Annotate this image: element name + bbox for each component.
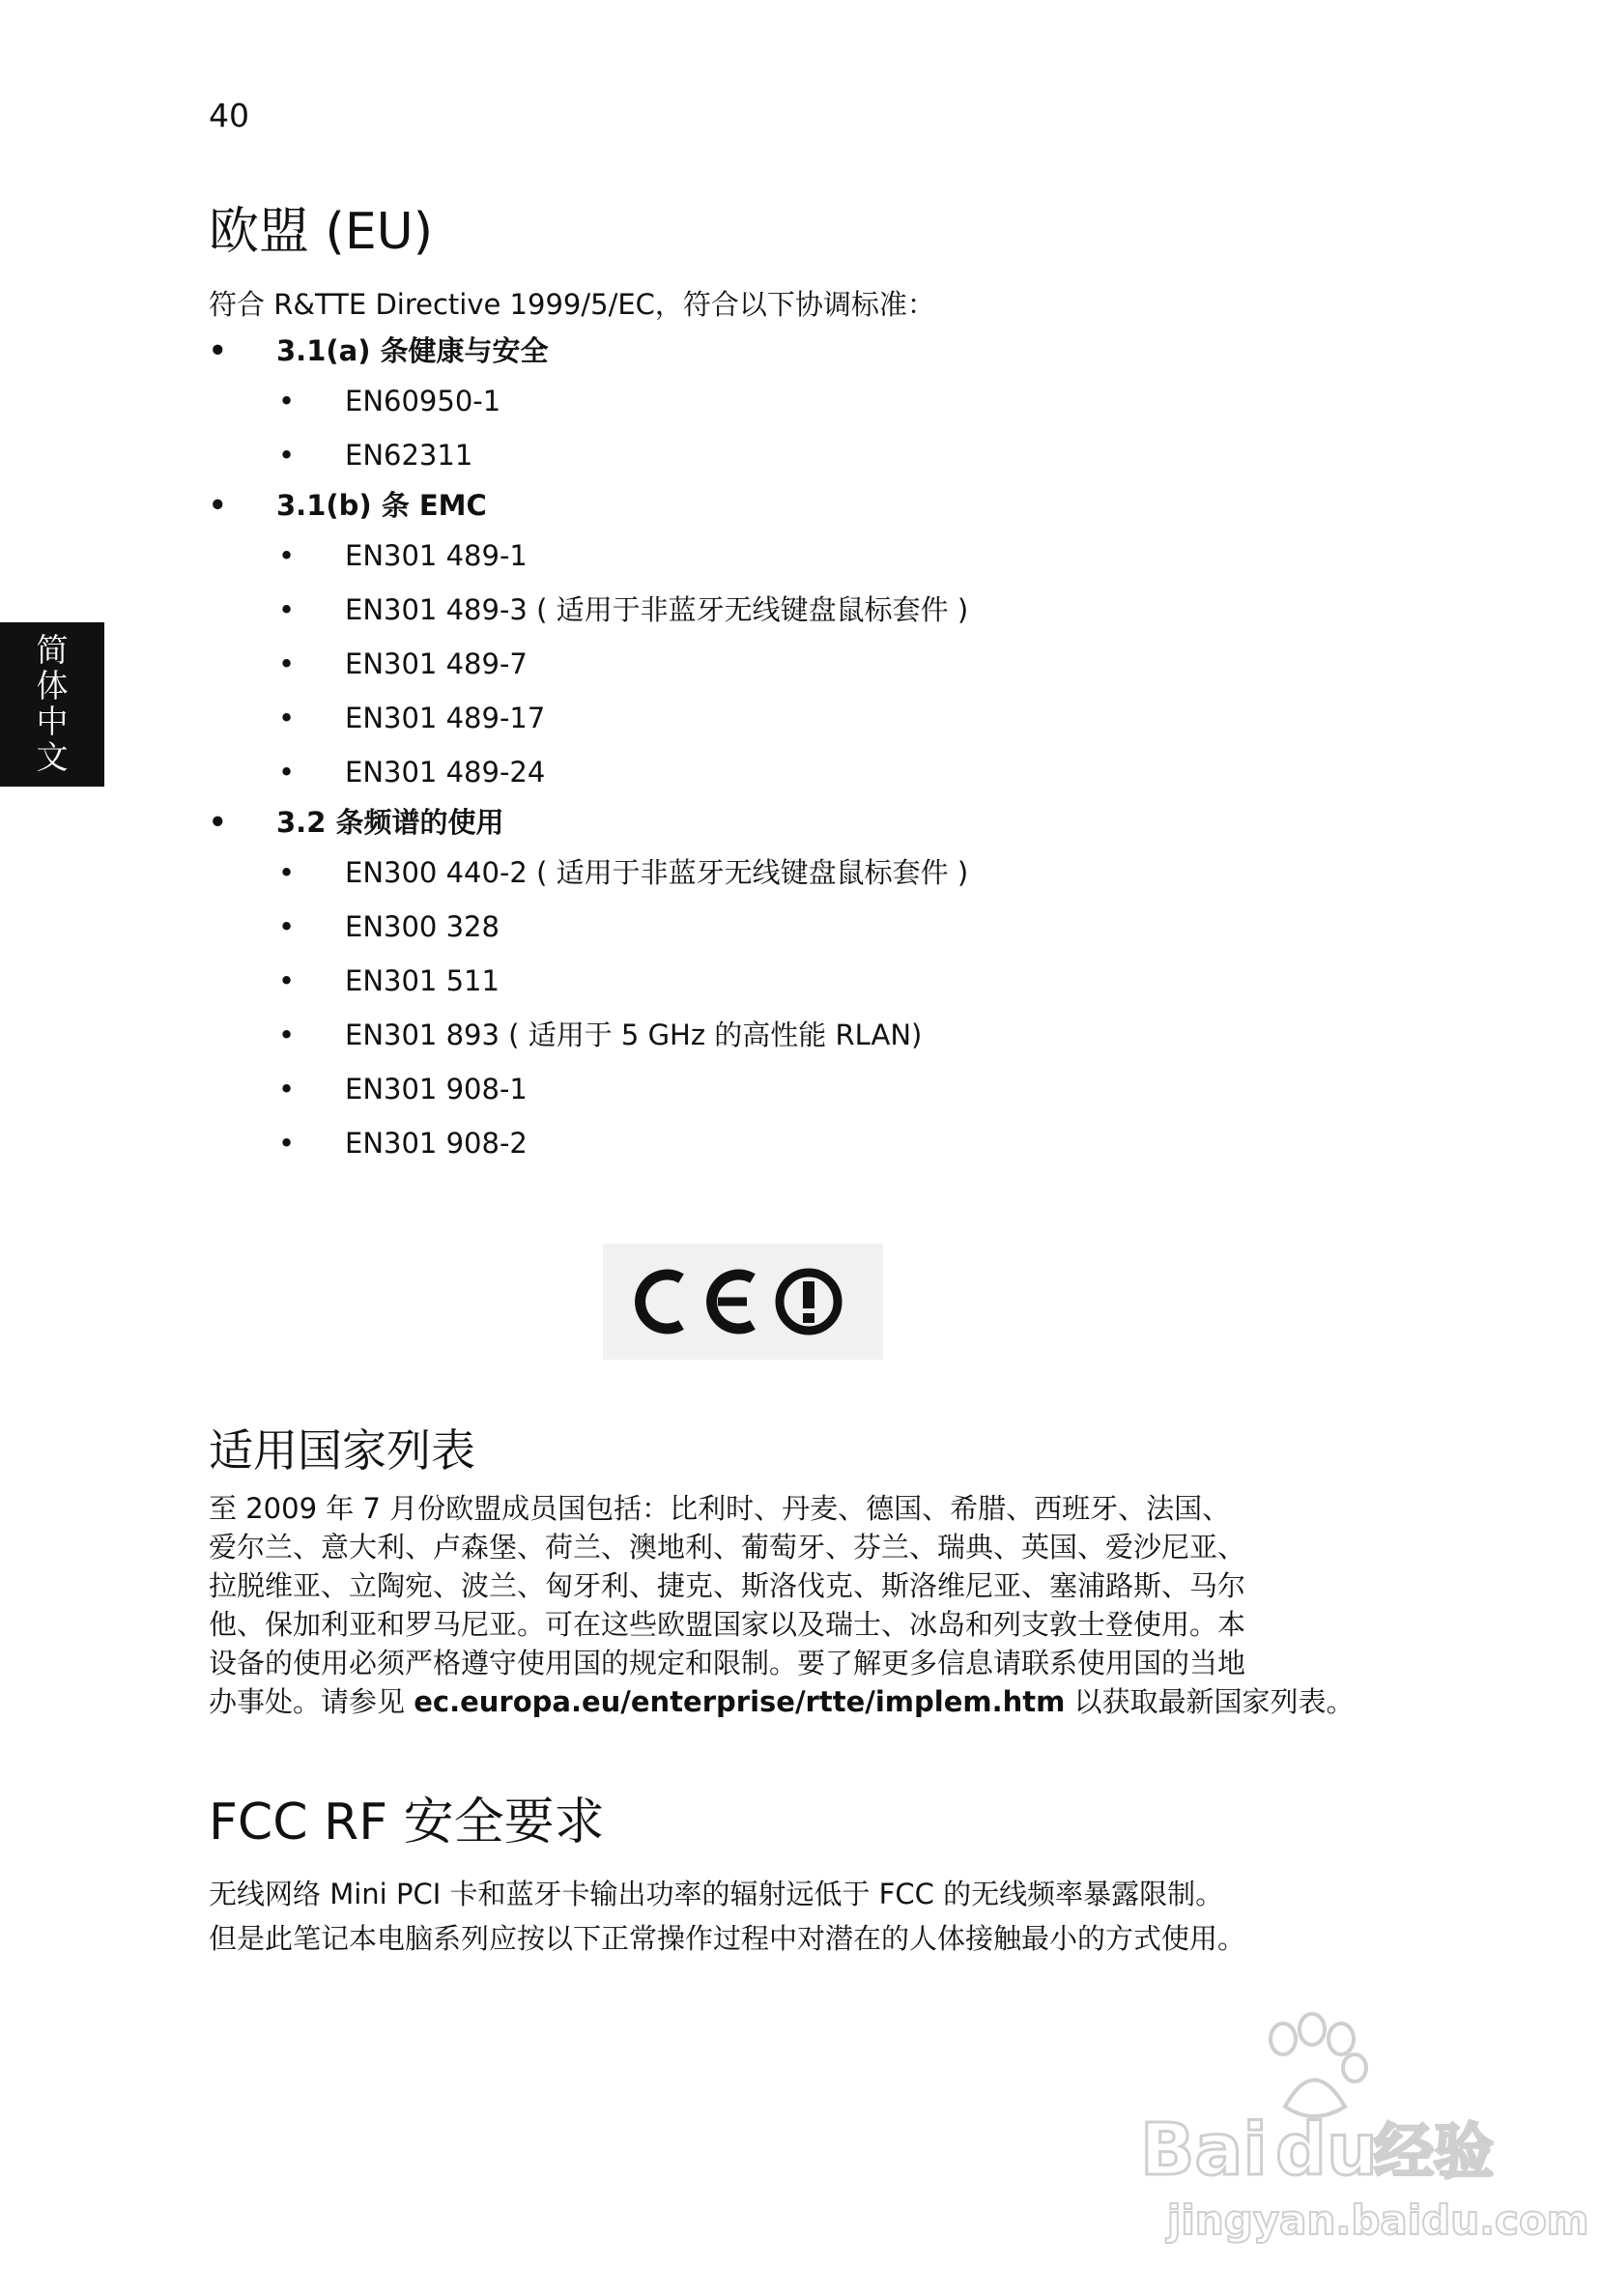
ce-alert-mark-icon	[617, 1253, 869, 1350]
side-tab-char: 简	[36, 631, 69, 669]
standard-item: • EN300 328	[209, 900, 1368, 954]
side-tab-char: 中	[36, 703, 69, 740]
standard-item: • EN300 440-2 ( 适用于非蓝牙无线键盘鼠标套件 )	[209, 846, 1368, 900]
countries-line: 爱尔兰、意大利、卢森堡、荷兰、澳地利、葡萄牙、芬兰、瑞典、英国、爱沙尼亚、	[209, 1531, 1246, 1564]
page-content	[209, 198, 1368, 1961]
eu-section	[209, 198, 1368, 1360]
standards-sublist	[209, 374, 1368, 482]
side-tab-char: 文	[36, 738, 69, 776]
countries-line: 他、保加利亚和罗马尼亚。可在这些欧盟国家以及瑞士、冰岛和列支敦士登使用。本	[209, 1608, 1246, 1641]
watermark-brand-right: du	[1275, 2109, 1378, 2192]
watermark-url: jingyan.baidu.com	[1167, 2196, 1589, 2244]
eu-heading: 欧盟 (EU)	[209, 203, 434, 261]
countries-paragraph	[209, 1489, 1368, 1721]
countries-heading: 适用国家列表	[209, 1424, 475, 1477]
rtte-link[interactable]: ec.europa.eu/enterprise/rtte/implem.htm	[414, 1685, 1066, 1718]
fcc-line: 但是此笔记本电脑系列应按以下正常操作过程中对潜在的人体接触最小的方式使用。	[209, 1922, 1246, 1955]
countries-section	[209, 1421, 1368, 1721]
side-tab-char: 体	[36, 667, 69, 704]
standard-item: • EN301 511	[209, 954, 1368, 1008]
ce-mark	[603, 1244, 883, 1360]
standards-group	[209, 482, 1368, 799]
watermark-brand-cn: 经验	[1374, 2116, 1495, 2187]
countries-line: 至 2009 年 7 月份欧盟成员国包括：比利时、丹麦、德国、希腊、西班牙、法国、	[209, 1492, 1231, 1525]
fcc-paragraph	[209, 1872, 1368, 1961]
baidu-watermark	[1121, 2020, 1589, 2261]
watermark-brand-left: Bai	[1140, 2109, 1268, 2192]
standard-item: • EN301 489-7	[209, 637, 1368, 691]
eu-intro: 符合 R&TTE Directive 1999/5/EC，符合以下协调标准：	[209, 288, 935, 321]
group-label-spectrum: • 3.2 条频谱的使用	[209, 799, 1368, 846]
countries-line-prefix: 办事处。请参见	[209, 1685, 414, 1718]
standards-group	[209, 799, 1368, 1170]
group-label-health-safety: • 3.1(a) 条健康与安全	[209, 328, 1368, 374]
standard-item: • EN301 489-24	[209, 745, 1368, 799]
language-side-tab	[0, 622, 104, 787]
standard-item: • EN301 908-2	[209, 1116, 1368, 1170]
group-label-emc: • 3.1(b) 条 EMC	[209, 482, 1368, 529]
standards-sublist	[209, 529, 1368, 799]
standards-list	[209, 328, 1368, 1170]
standard-item: • EN301 908-1	[209, 1062, 1368, 1116]
standard-item: • EN62311	[209, 428, 1368, 482]
standards-sublist	[209, 846, 1368, 1170]
countries-line: 拉脱维亚、立陶宛、波兰、匈牙利、捷克、斯洛伐克、斯洛维尼亚、塞浦路斯、马尔	[209, 1569, 1246, 1602]
countries-line-suffix: 以获取最新国家列表。	[1065, 1685, 1355, 1718]
standards-group	[209, 328, 1368, 482]
standard-item: • EN301 489-1	[209, 529, 1368, 583]
standard-item: • EN301 489-17	[209, 691, 1368, 745]
standard-item: • EN301 489-3 ( 适用于非蓝牙无线键盘鼠标套件 )	[209, 583, 1368, 637]
fcc-line: 无线网络 Mini PCI 卡和蓝牙卡输出功率的辐射远低于 FCC 的无线频率暴露限制。	[209, 1878, 1224, 1910]
fcc-heading: FCC RF 安全要求	[209, 1794, 605, 1851]
page-number: 40	[209, 97, 249, 134]
fcc-section	[209, 1789, 1368, 1961]
standard-item: • EN60950-1	[209, 374, 1368, 428]
baidu-paw-logo-icon	[1121, 2020, 1589, 2261]
countries-line: 设备的使用必须严格遵守使用国的规定和限制。要了解更多信息请联系使用国的当地	[209, 1647, 1246, 1679]
standard-item: • EN301 893 ( 适用于 5 GHz 的高性能 RLAN)	[209, 1008, 1368, 1062]
